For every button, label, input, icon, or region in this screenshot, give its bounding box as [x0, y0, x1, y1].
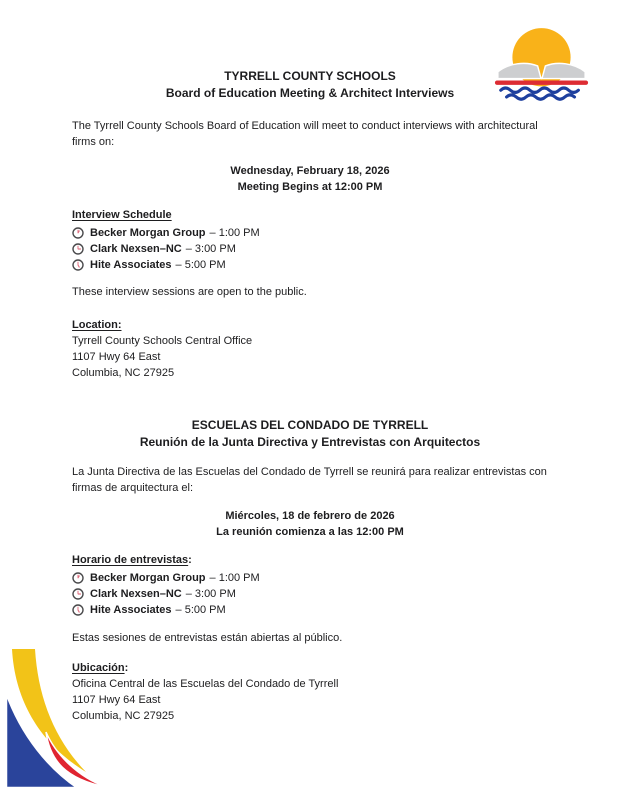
interview-schedule-list-es	[72, 570, 548, 618]
address-line: 1107 Hwy 64 East	[72, 694, 161, 706]
interview-schedule-list	[72, 225, 548, 273]
firm-time: – 5:00 PM	[175, 604, 226, 616]
english-section	[72, 68, 548, 381]
location-address	[72, 333, 548, 381]
meeting-date-block	[72, 163, 548, 195]
meeting-date-es: Miércoles, 18 de febrero de 2026	[225, 510, 395, 522]
schedule-item	[72, 586, 548, 602]
location-heading: Location:	[72, 319, 122, 331]
page-subtitle-es: Reunión de la Junta Directiva y Entrevistas con Arquitectos	[139, 435, 481, 449]
schedule-item	[72, 570, 548, 586]
page-title: TYRRELL COUNTY SCHOOLS	[224, 69, 396, 83]
clock-5pm-icon	[72, 259, 84, 271]
firm-name: Clark Nexsen–NC	[90, 588, 182, 600]
page-title-es: ESCUELAS DEL CONDADO DE TYRRELL	[191, 418, 429, 432]
meeting-time: Meeting Begins at 12:00 PM	[237, 181, 383, 193]
public-note-es: Estas sesiones de entrevistas están abiertas al público.	[72, 632, 343, 644]
location-address-es	[72, 676, 548, 724]
schedule-item	[72, 225, 548, 241]
corner-decoration	[0, 645, 130, 800]
address-line: Columbia, NC 27925	[72, 367, 175, 379]
firm-name: Becker Morgan Group	[90, 572, 206, 584]
schedule-heading: Interview Schedule	[72, 209, 172, 221]
firm-time: – 1:00 PM	[209, 227, 260, 239]
address-line: Columbia, NC 27925	[72, 710, 175, 722]
clock-3pm-icon	[72, 243, 84, 255]
address-line: Oficina Central de las Escuelas del Condado de Tyrrell	[72, 678, 339, 690]
meeting-date-block-es	[72, 508, 548, 540]
schedule-item	[72, 602, 548, 618]
firm-name: Clark Nexsen–NC	[90, 243, 182, 255]
firm-name: Hite Associates	[90, 604, 172, 616]
schedule-item	[72, 257, 548, 273]
intro-paragraph-es: La Junta Directiva de las Escuelas del Condado de Tyrrell se reunirá para realizar entrevistas con firmas de arquitectura el:	[72, 466, 547, 494]
meeting-time-es: La reunión comienza a las 12:00 PM	[216, 526, 404, 538]
clock-3pm-icon	[72, 588, 84, 600]
clock-5pm-icon	[72, 604, 84, 616]
firm-name: Becker Morgan Group	[90, 227, 206, 239]
document-content	[72, 68, 548, 724]
address-line: 1107 Hwy 64 East	[72, 351, 161, 363]
firm-time: – 3:00 PM	[185, 588, 236, 600]
firm-time: – 1:00 PM	[209, 572, 260, 584]
logo-book-right-page	[542, 63, 585, 78]
spanish-section	[72, 417, 548, 724]
public-note: These interview sessions are open to the public.	[72, 286, 307, 298]
clock-1pm-icon	[72, 227, 84, 239]
schedule-item	[72, 241, 548, 257]
meeting-date: Wednesday, February 18, 2026	[230, 165, 390, 177]
page-subtitle: Board of Education Meeting & Architect Interviews	[165, 86, 455, 100]
address-line: Tyrrell County Schools Central Office	[72, 335, 253, 347]
location-heading-es: Ubicación:	[72, 662, 129, 674]
firm-time: – 3:00 PM	[185, 243, 236, 255]
firm-name: Hite Associates	[90, 259, 172, 271]
intro-paragraph: The Tyrrell County Schools Board of Education will meet to conduct interviews with architectural firms on:	[72, 120, 538, 148]
clock-1pm-icon	[72, 572, 84, 584]
schedule-heading-es: Horario de entrevistas:	[72, 554, 192, 566]
firm-time: – 5:00 PM	[175, 259, 226, 271]
